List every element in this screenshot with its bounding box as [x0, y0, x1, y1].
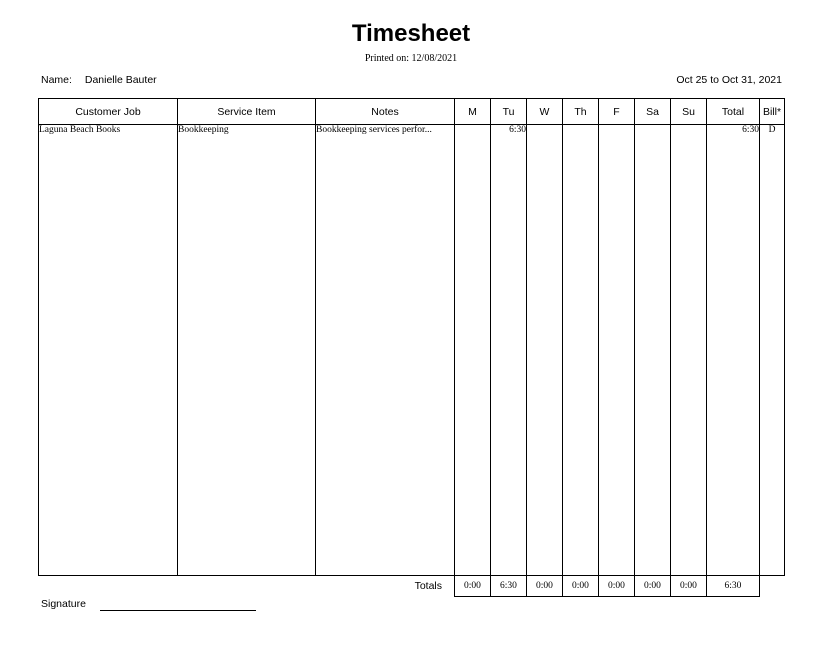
page-title: Timesheet — [351, 20, 471, 47]
cell-customer-job: Laguna Beach Books — [39, 125, 178, 140]
signature-line — [100, 610, 256, 611]
signature-label: Signature — [41, 598, 86, 610]
total-thursday: 0:00 — [563, 576, 599, 597]
column-header-friday: F — [599, 99, 635, 125]
total-week: 6:30 — [707, 576, 760, 597]
header-row — [39, 99, 785, 125]
cell-service-item: Bookkeeping — [178, 125, 316, 140]
column-header-saturday: Sa — [635, 99, 671, 125]
column-header-sunday: Su — [671, 99, 707, 125]
cell-billable: D — [760, 125, 785, 140]
total-monday: 0:00 — [455, 576, 491, 597]
column-header-notes: Notes — [316, 99, 455, 125]
timesheet-table — [38, 98, 785, 597]
employee-name: Danielle Bauter — [84, 74, 157, 86]
cell-monday — [455, 125, 491, 140]
column-header-billable: Bill* — [760, 99, 785, 125]
totals-row — [39, 576, 785, 597]
empty-rows-area — [39, 139, 785, 576]
total-saturday: 0:00 — [635, 576, 671, 597]
name-label: Name: — [41, 74, 72, 86]
employee-name-row — [41, 74, 157, 86]
cell-thursday — [563, 125, 599, 140]
column-header-tuesday: Tu — [491, 99, 527, 125]
column-header-customer-job: Customer Job — [39, 99, 178, 125]
column-header-thursday: Th — [563, 99, 599, 125]
cell-sunday — [671, 125, 707, 140]
cell-total: 6:30 — [707, 125, 760, 140]
date-range: Oct 25 to Oct 31, 2021 — [676, 74, 782, 86]
column-header-monday: M — [455, 99, 491, 125]
column-header-service-item: Service Item — [178, 99, 316, 125]
total-sunday: 0:00 — [671, 576, 707, 597]
total-wednesday: 0:00 — [527, 576, 563, 597]
column-header-wednesday: W — [527, 99, 563, 125]
cell-tuesday: 6:30 — [491, 125, 527, 140]
table-row — [39, 125, 785, 140]
column-header-total: Total — [707, 99, 760, 125]
cell-saturday — [635, 125, 671, 140]
total-tuesday: 6:30 — [491, 576, 527, 597]
totals-label: Totals — [414, 580, 442, 593]
total-friday: 0:00 — [599, 576, 635, 597]
printed-date: Printed on: 12/08/2021 — [364, 53, 458, 64]
cell-friday — [599, 125, 635, 140]
cell-wednesday — [527, 125, 563, 140]
cell-notes: Bookkeeping services perfor... — [316, 125, 455, 140]
